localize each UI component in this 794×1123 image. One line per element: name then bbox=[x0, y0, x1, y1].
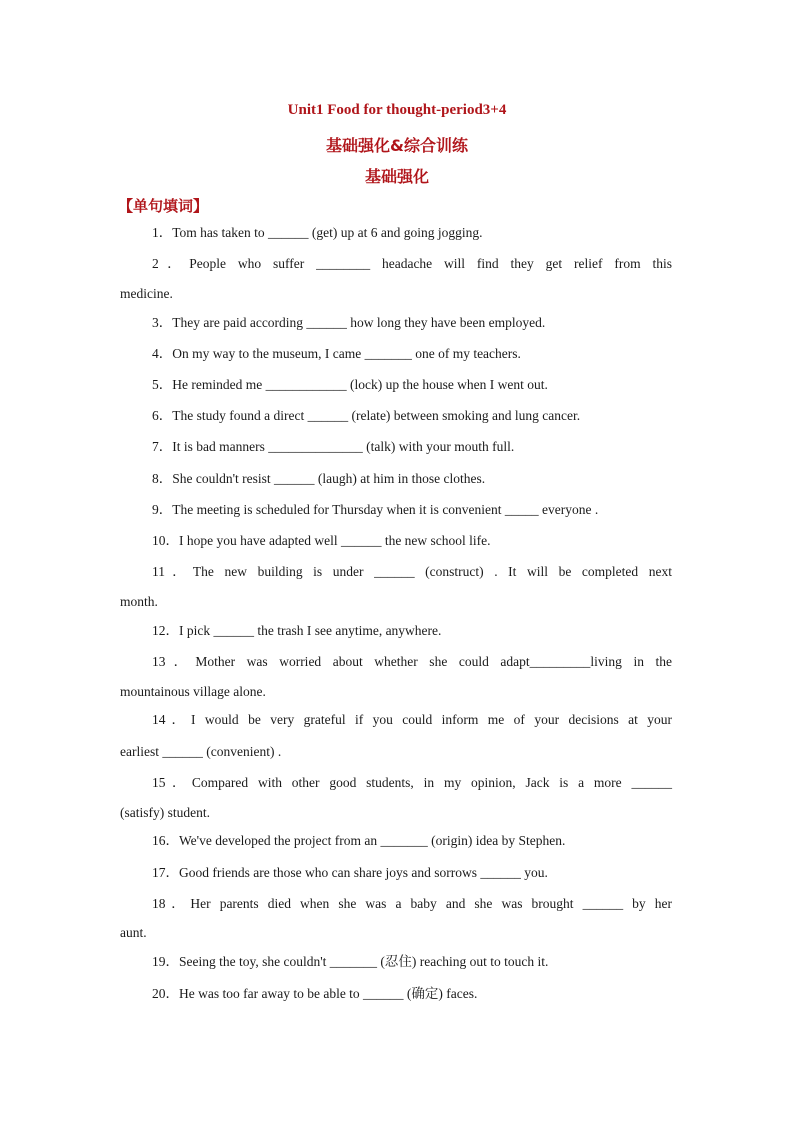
exercise-line: 9．The meeting is scheduled for Thursday when it is convenient _____ everyone . bbox=[152, 502, 599, 517]
exercise-line: month. bbox=[120, 594, 158, 609]
exercise-type-label: 【单句填词】 bbox=[118, 197, 209, 215]
exercise-line: 7．It is bad manners ______________ (talk) with your mouth full. bbox=[152, 439, 515, 454]
exercise-line: 2．People who suffer ________ headache will find they get relief from this bbox=[152, 256, 672, 271]
section-heading: 基础强化 bbox=[364, 167, 429, 186]
exercise-line: 20．He was too far away to be able to ______ (确定) faces. bbox=[152, 986, 478, 1001]
document-title: Unit1 Food for thought-period3+4 bbox=[287, 102, 507, 118]
exercise-line: (satisfy) student. bbox=[120, 805, 210, 820]
exercise-line: earliest ______ (convenient) . bbox=[120, 744, 282, 759]
exercise-line: 8．She couldn't resist ______ (laugh) at him in those clothes. bbox=[152, 471, 486, 486]
exercise-line: 1．Tom has taken to ______ (get) up at 6 and going jogging. bbox=[152, 225, 483, 240]
exercise-line: 4．On my way to the museum, I came _______ one of my teachers. bbox=[152, 346, 521, 361]
exercise-line: 19．Seeing the toy, she couldn't _______ (忍住) reaching out to touch it. bbox=[152, 954, 549, 969]
exercise-line: 10．I hope you have adapted well ______ the new school life. bbox=[152, 533, 491, 548]
exercise-line: 6．The study found a direct ______ (relate) between smoking and lung cancer. bbox=[152, 408, 581, 423]
exercise-line: 3．They are paid according ______ how long they have been employed. bbox=[152, 315, 546, 330]
document-subtitle: 基础强化&综合训练 bbox=[326, 136, 468, 155]
exercise-line: aunt. bbox=[120, 925, 147, 940]
exercise-line: 15．Compared with other good students, in my opinion, Jack is a more ______ bbox=[152, 775, 672, 790]
exercise-line: 12．I pick ______ the trash I see anytime, anywhere. bbox=[152, 623, 442, 638]
exercise-line: 17．Good friends are those who can share joys and sorrows ______ you. bbox=[152, 865, 548, 880]
exercise-line: 16．We've developed the project from an _______ (origin) idea by Stephen. bbox=[152, 833, 566, 848]
exercise-line: 5．He reminded me ____________ (lock) up the house when I went out. bbox=[152, 377, 548, 392]
exercise-line: 13．Mother was worried about whether she could adapt_________living in the bbox=[152, 654, 672, 669]
exercise-line: 18．Her parents died when she was a baby and she was brought ______ by her bbox=[152, 896, 672, 911]
exercise-line: 11．The new building is under ______ (construct) . It will be completed next bbox=[152, 564, 672, 579]
exercise-line: 14．I would be very grateful if you could inform me of your decisions at your bbox=[152, 712, 672, 727]
exercise-line: medicine. bbox=[120, 286, 173, 301]
exercise-line: mountainous village alone. bbox=[120, 684, 266, 699]
